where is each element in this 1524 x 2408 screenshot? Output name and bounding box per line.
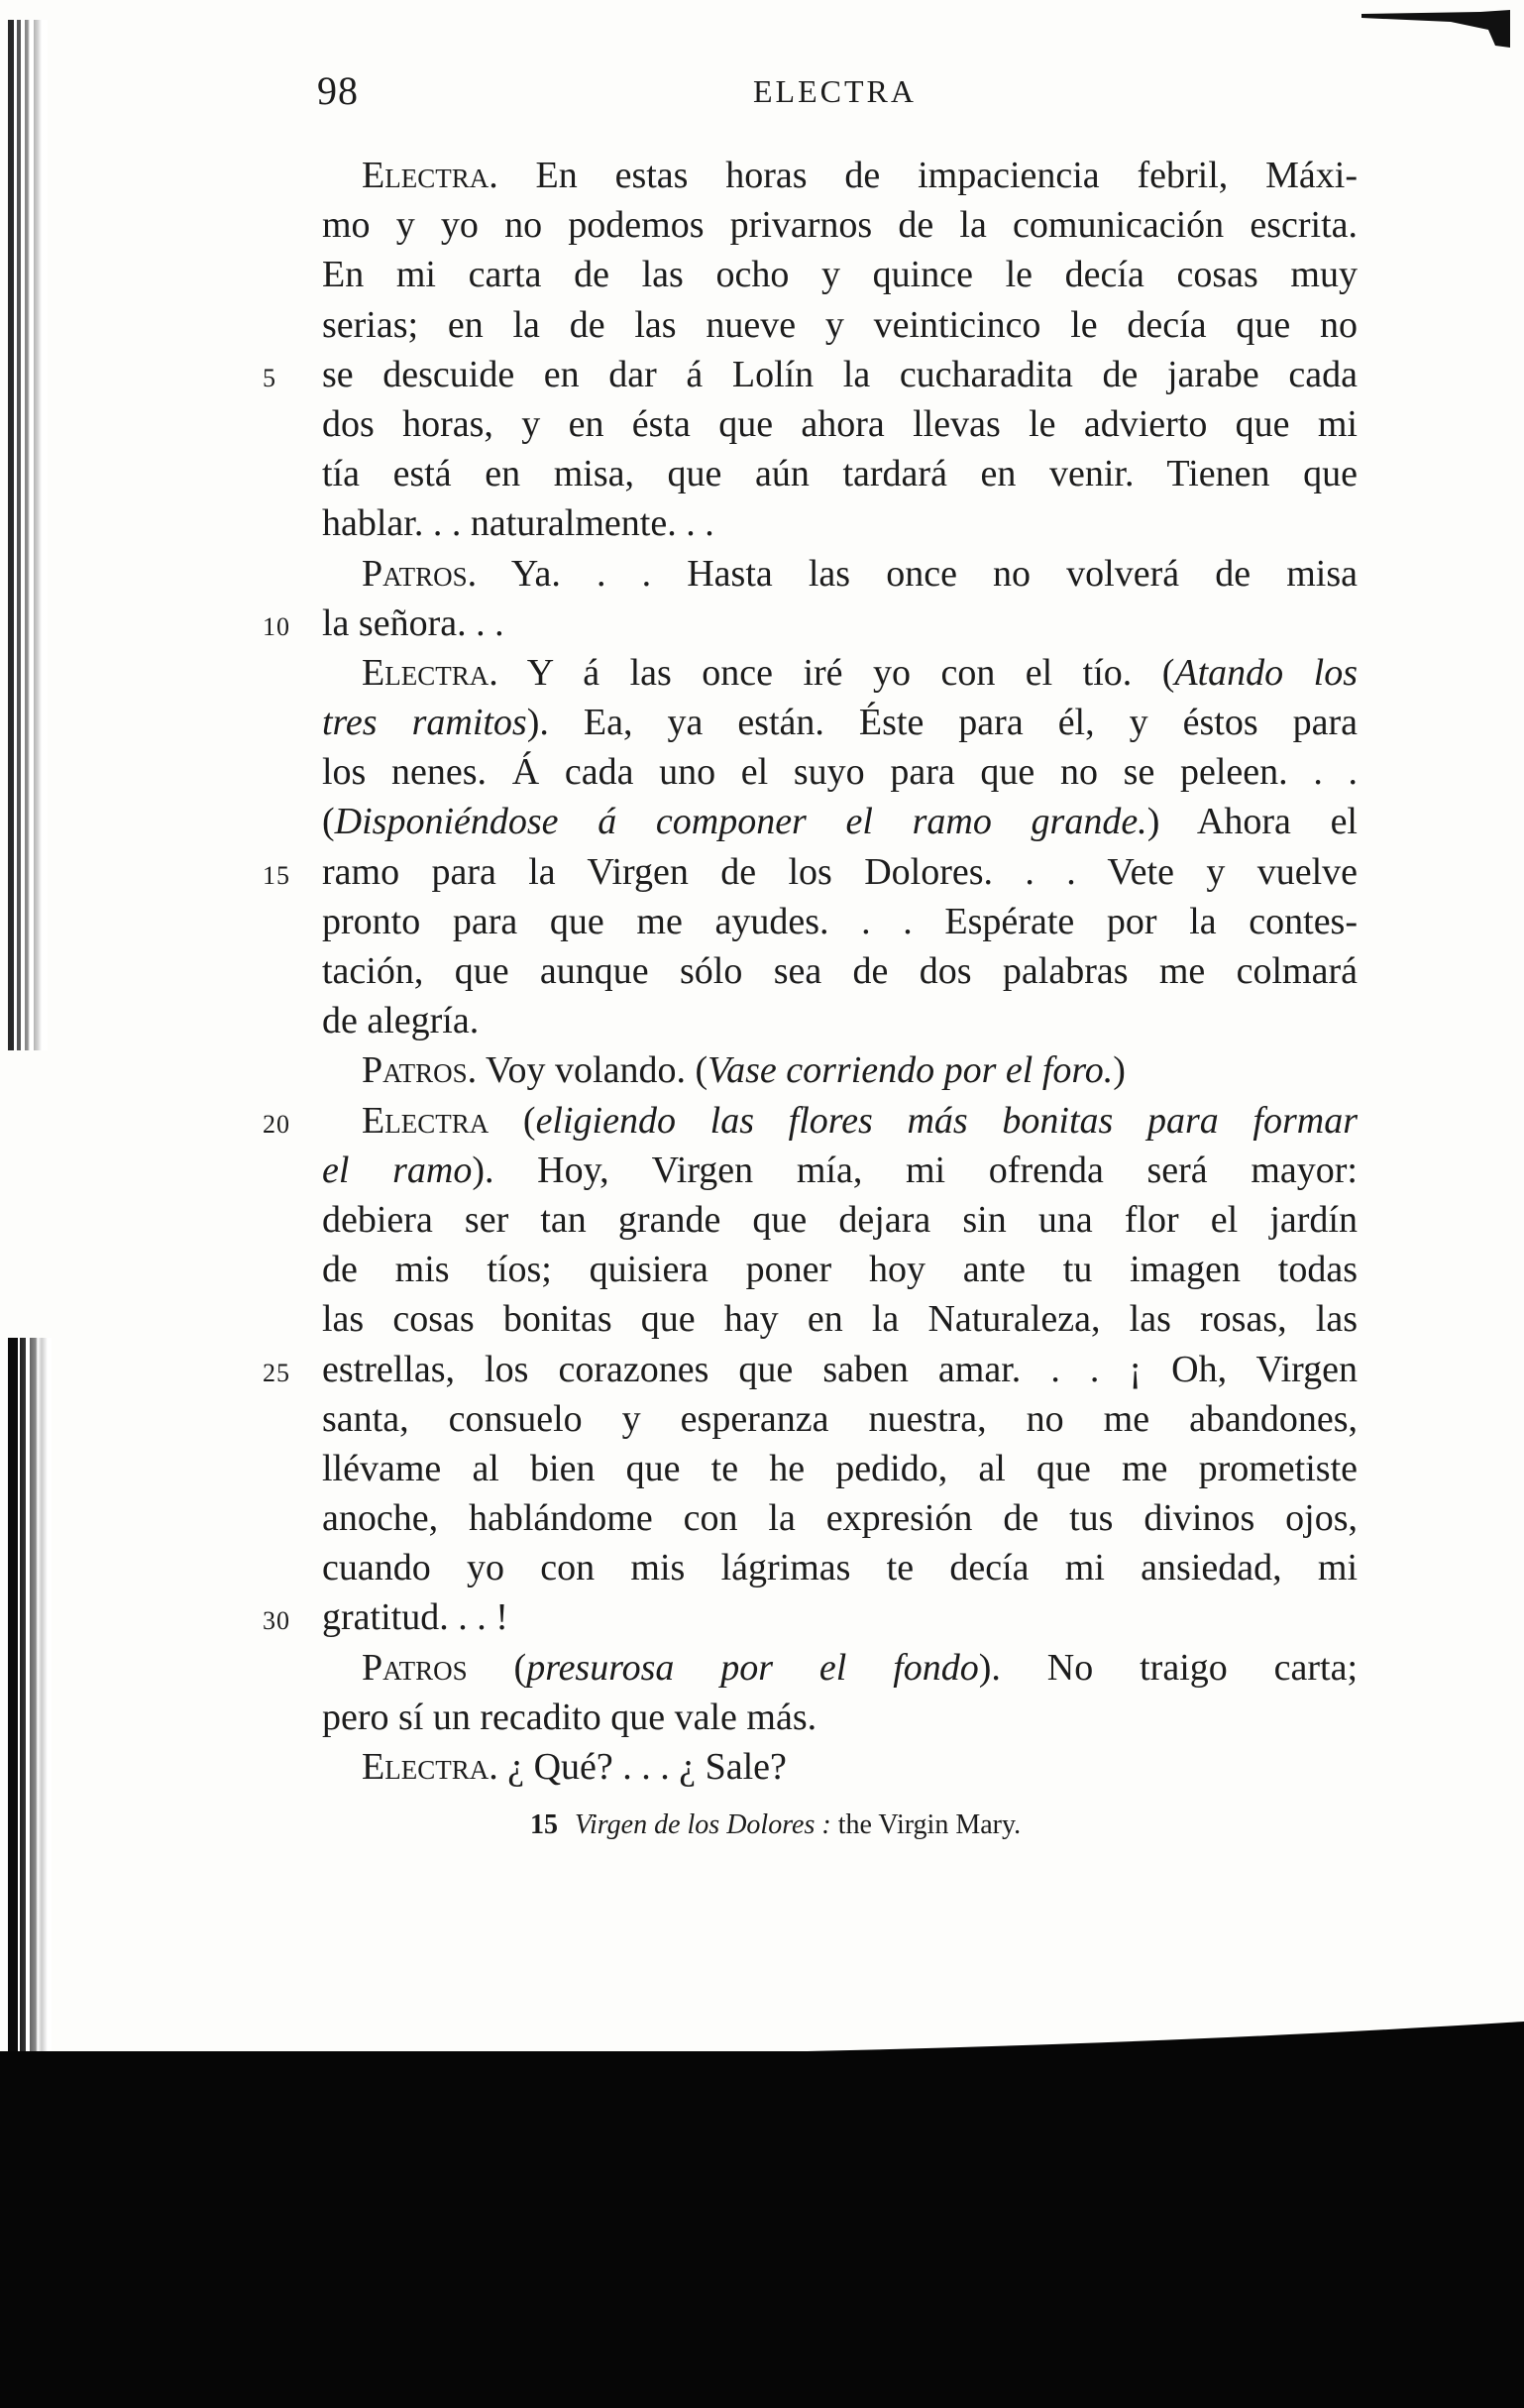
dialogue-text: serias; en la de las nueve y veinticinco le decía que no (322, 303, 1358, 346)
dialogue-text: ( (489, 1099, 536, 1142)
text-line (322, 1146, 1358, 1195)
speaker-name: Patros (362, 1646, 468, 1689)
footnote (530, 1809, 1021, 1841)
dialogue-text: pero sí un recadito que vale más. (322, 1696, 817, 1738)
line-number: 25 (263, 1358, 290, 1387)
dialogue-text: santa, consuelo y esperanza nuestra, no me abandones, (322, 1397, 1358, 1440)
speaker-name: Electra (362, 155, 490, 196)
footnote-term: Virgen de los Dolores : (575, 1809, 831, 1840)
text-line (322, 698, 1358, 747)
binding-edge-lower (8, 1338, 52, 2111)
corner-scan-mark (1361, 8, 1510, 48)
dialogue-text: En mi carta de las ocho y quince le decía cosas muy (322, 254, 1358, 296)
dialogue-text: de alegría. (322, 1000, 480, 1042)
text-line (322, 300, 1358, 350)
stage-direction: Atando los (1174, 651, 1358, 694)
speaker-name: Electra (362, 651, 490, 694)
text-line (322, 996, 1358, 1045)
dialogue-text: dos horas, y en ésta que ahora llevas le advierto que mi (322, 402, 1358, 445)
text-line (263, 1592, 1358, 1642)
page-header (317, 67, 1358, 127)
dialogue-text: ) Ahora el (1146, 801, 1358, 843)
text-line (322, 946, 1358, 996)
text-line (322, 1195, 1358, 1245)
text-line (322, 1294, 1358, 1344)
dialogue-text: gratitud. . . ! (322, 1596, 508, 1639)
text-line (322, 399, 1358, 449)
dialogue-text: se descuide en dar á Lolín la cucharadita de jarabe cada (322, 353, 1358, 395)
text-line (322, 1045, 1358, 1095)
dialogue-text: mo y yo no podemos privarnos de la comunicación escrita. (322, 204, 1358, 247)
dialogue-text: tía está en misa, que aún tardará en venir. Tienen que (322, 453, 1358, 495)
dialogue-text: . Y á las once iré yo con el tío. ( (489, 651, 1175, 694)
dialogue-text: ). No traigo carta; (978, 1646, 1359, 1689)
dialogue-text: llévame al bien que te he pedido, al que me prometiste (322, 1447, 1358, 1489)
dialogue-text: ). Ea, ya están. Éste para él, y éstos para (526, 702, 1358, 744)
text-line (322, 549, 1358, 599)
text-line (322, 1394, 1358, 1444)
dialogue-text: ramo para la Virgen de los Dolores. . . Vete y vuelve (322, 850, 1358, 893)
text-line (322, 449, 1358, 498)
body-text (263, 151, 1359, 1792)
text-line (322, 1493, 1358, 1543)
speaker-name: Patros (362, 1049, 468, 1092)
text-line (322, 498, 1358, 548)
text-line (263, 350, 1358, 399)
dialogue-text: debiera ser tan grande que dejara sin una flor el jardín (322, 1198, 1358, 1241)
speaker-name: Electra (362, 1746, 490, 1788)
dialogue-text: de mis tíos; quisiera poner hoy ante tu imagen todas (322, 1249, 1358, 1291)
text-line (322, 250, 1358, 299)
text-line (322, 1742, 1358, 1792)
footnote-number: 15 (530, 1809, 558, 1840)
speaker-name: Patros (362, 552, 468, 595)
running-head: ELECTRA (753, 73, 917, 109)
text-line (322, 1693, 1358, 1742)
footnote-gloss: the Virgin Mary. (837, 1809, 1022, 1840)
text-line (263, 599, 1358, 648)
text-line (322, 747, 1358, 797)
stage-direction: presurosa por el fondo (526, 1646, 979, 1689)
binding-edge-upper (8, 20, 48, 1050)
dialogue-text: . Ya. . . Hasta las once no volverá de misa (467, 552, 1358, 595)
text-line (322, 1643, 1358, 1693)
text-line (263, 1096, 1359, 1146)
text-line (322, 151, 1358, 200)
line-number: 10 (263, 611, 290, 641)
text-line (322, 1245, 1358, 1294)
text-line (263, 1345, 1358, 1394)
stage-direction: tres ramitos (322, 702, 527, 744)
line-number: 5 (263, 363, 276, 392)
text-line (322, 200, 1358, 250)
dialogue-text: tación, que aunque sólo sea de dos palabras me colmará (322, 950, 1358, 992)
text-line (322, 1444, 1358, 1493)
text-line (263, 847, 1358, 897)
line-number: 30 (263, 1606, 290, 1636)
dialogue-text: los nenes. Á cada uno el suyo para que no se peleen. . . (322, 751, 1358, 794)
stage-direction: el ramo (322, 1149, 473, 1191)
line-number: 20 (263, 1109, 290, 1139)
dialogue-text: pronto para que me ayudes. . . Espérate por la contes- (322, 900, 1358, 942)
stage-direction: Disponiéndose á componer el ramo grande. (334, 801, 1147, 843)
scan-background-dark (0, 2051, 1524, 2408)
dialogue-text: cuando yo con mis lágrimas te decía mi ansiedad, mi (322, 1547, 1358, 1589)
dialogue-text: estrellas, los corazones que saben amar. . . ¡ Oh, Virgen (322, 1348, 1358, 1390)
dialogue-text: ) (1113, 1049, 1126, 1092)
speaker-name: Electra (362, 1099, 490, 1142)
dialogue-text: . En estas horas de impaciencia febril, Máxi- (489, 155, 1358, 196)
page-number: 98 (317, 68, 359, 113)
dialogue-text: anoche, hablándome con la expresión de tus divinos ojos, (322, 1497, 1358, 1540)
dialogue-text: ( (467, 1646, 527, 1689)
dialogue-text: ( (322, 801, 335, 843)
text-line (322, 897, 1358, 946)
dialogue-text: hablar. . . naturalmente. . . (322, 502, 714, 545)
text-line (322, 648, 1358, 698)
stage-direction: Vase corriendo por el foro. (708, 1049, 1114, 1092)
dialogue-text: ). Hoy, Virgen mía, mi ofrenda será mayor: (472, 1149, 1358, 1191)
text-line (322, 797, 1358, 846)
dialogue-text: . Voy volando. ( (467, 1049, 708, 1092)
dialogue-text: las cosas bonitas que hay en la Naturaleza, las rosas, las (322, 1298, 1358, 1341)
stage-direction: eligiendo las flores más bonitas para formar (535, 1099, 1359, 1142)
line-number: 15 (263, 860, 290, 890)
dialogue-text: . ¿ Qué? . . . ¿ Sale? (489, 1746, 787, 1788)
dialogue-text: la señora. . . (322, 602, 504, 644)
text-line (322, 1543, 1358, 1592)
